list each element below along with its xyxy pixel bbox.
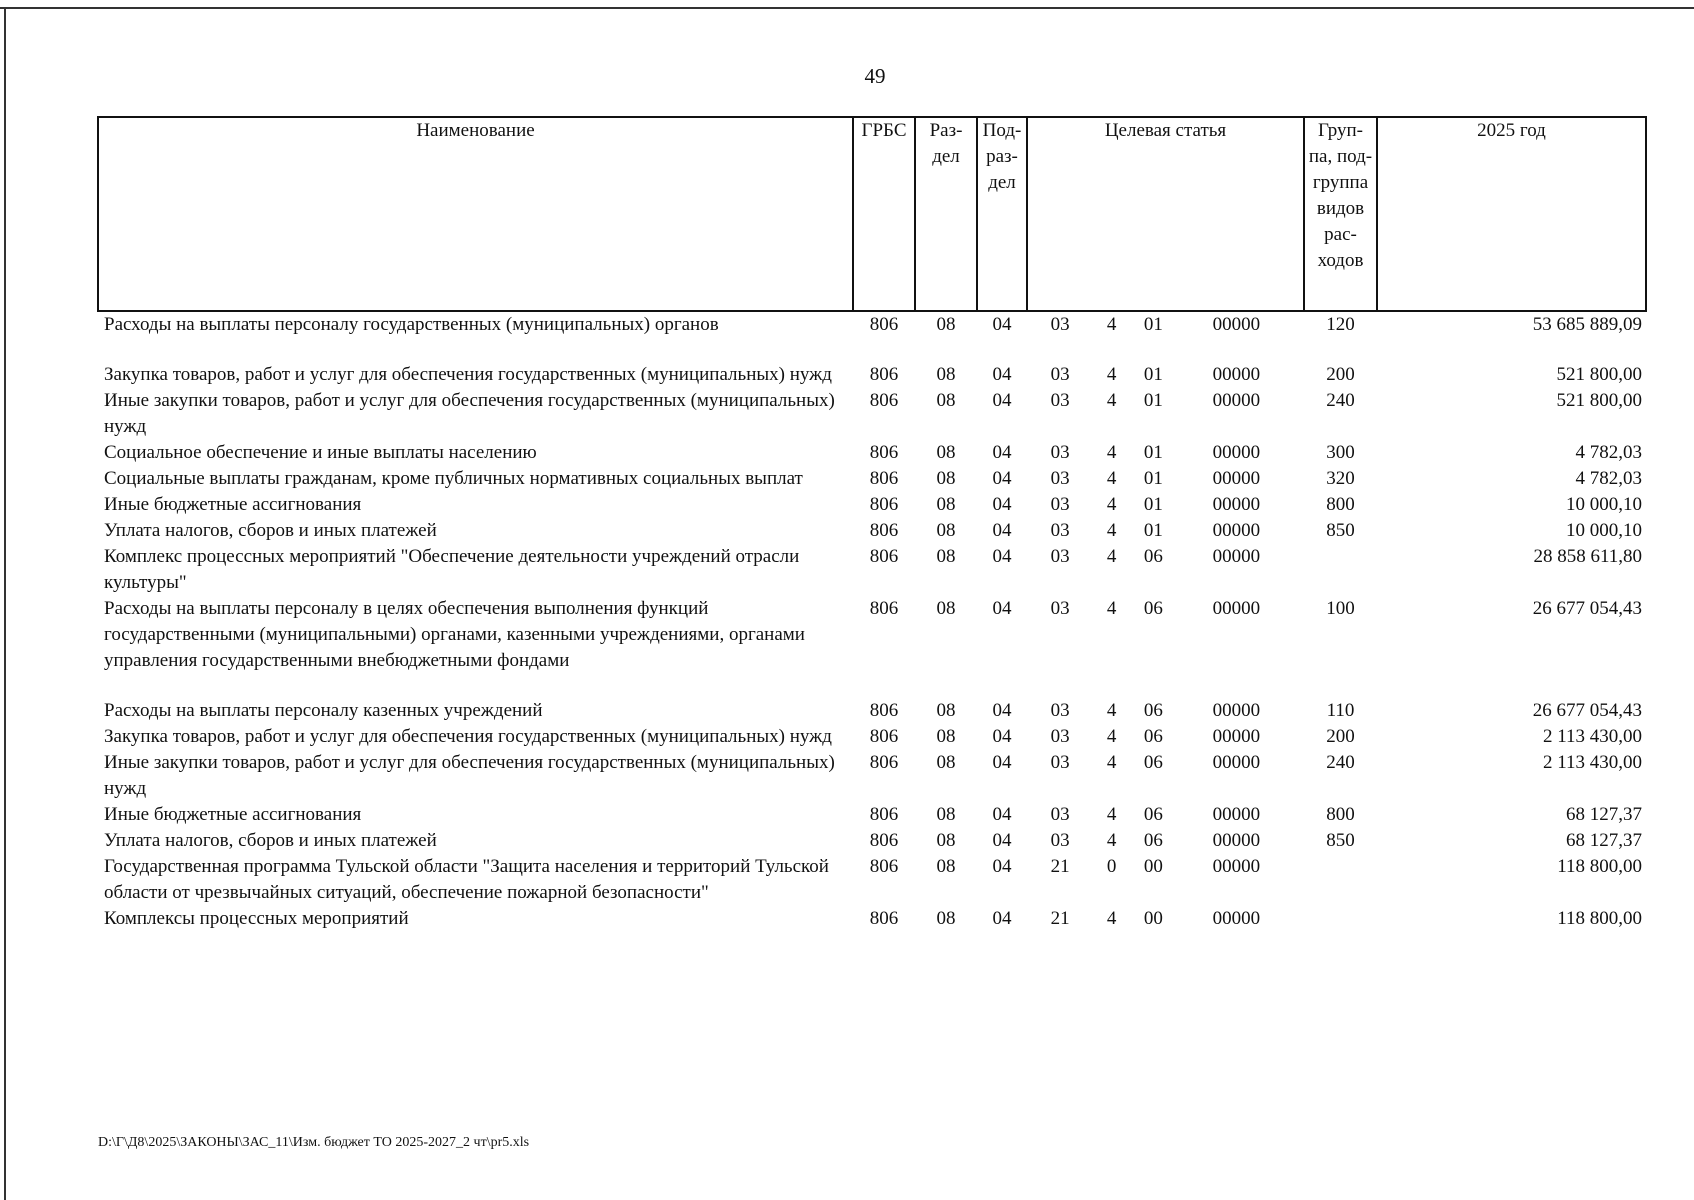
row-target-article (1027, 906, 1304, 932)
row-target-article (1027, 828, 1304, 854)
row-podrazdel: 04 (992, 468, 1012, 489)
scan-border-left (4, 8, 6, 1200)
row-podrazdel: 04 (992, 546, 1012, 567)
row-ts-type: 4 (1106, 390, 1117, 411)
table-row (98, 440, 1646, 466)
row-podrazdel: 04 (992, 494, 1012, 515)
row-ts-type: 4 (1106, 520, 1117, 541)
row-name: Государственная программа Тульской области "Защита населения и территорий Тульской области от чрезвычайных ситуаций, обеспечение пожарной безопасности" (104, 856, 829, 903)
row-ts-program: 03 (1050, 468, 1070, 489)
row-ts-type: 4 (1106, 314, 1117, 335)
row-ts-type: 4 (1106, 752, 1117, 773)
row-name: Иные бюджетные ассигнования (104, 494, 362, 515)
row-razdel: 08 (936, 700, 956, 721)
row-name: Расходы на выплаты персоналу казенных учреждений (104, 700, 543, 721)
row-ts-direction: 00000 (1212, 856, 1261, 877)
file-path-footer: D:\Г\Д8\2025\ЗАКОНЫ\ЗАС_11\Изм. бюджет ТО 2025-2027_2 чт\pr5.xls (98, 1135, 530, 1150)
row-podrazdel: 04 (992, 364, 1012, 385)
table-row (98, 362, 1646, 388)
row-amount: 53 685 889,09 (1532, 314, 1642, 335)
row-ts-direction: 00000 (1212, 546, 1261, 567)
row-ts-direction: 00000 (1212, 520, 1261, 541)
row-expense-group: 850 (1326, 520, 1355, 541)
row-expense-group: 100 (1326, 598, 1355, 619)
row-razdel: 08 (936, 726, 956, 747)
row-ts-type: 4 (1106, 546, 1117, 567)
row-amount: 4 782,03 (1575, 468, 1642, 489)
row-grbs: 806 (869, 468, 899, 489)
header-razdel: Раз- дел (915, 117, 977, 311)
row-razdel: 08 (936, 494, 956, 515)
row-ts-type: 4 (1106, 494, 1117, 515)
row-name: Комплекс процессных мероприятий "Обеспечение деятельности учреждений отрасли культуры" (104, 546, 800, 593)
row-amount: 521 800,00 (1556, 364, 1642, 385)
row-amount: 68 127,37 (1566, 804, 1642, 825)
header-expense-group: Груп- па, под- группа видов рас- ходов (1304, 117, 1377, 311)
table-row (98, 698, 1646, 724)
row-expense-group: 300 (1326, 442, 1355, 463)
row-ts-direction: 00000 (1212, 494, 1261, 515)
row-ts-direction: 00000 (1212, 598, 1261, 619)
table-row (98, 906, 1646, 932)
row-ts-structural: 06 (1143, 830, 1163, 851)
row-ts-type: 4 (1106, 830, 1117, 851)
row-expense-group: 240 (1326, 752, 1355, 773)
row-spacer (98, 338, 1646, 362)
row-target-article (1027, 544, 1304, 596)
row-amount: 10 000,10 (1566, 494, 1642, 515)
row-podrazdel: 04 (992, 390, 1012, 411)
row-expense-group (1304, 906, 1377, 932)
row-razdel: 08 (936, 442, 956, 463)
row-amount: 521 800,00 (1556, 390, 1642, 411)
row-amount: 26 677 054,43 (1532, 700, 1642, 721)
row-ts-type: 4 (1106, 908, 1117, 929)
row-razdel: 08 (936, 468, 956, 489)
row-ts-program: 03 (1050, 598, 1070, 619)
row-name: Закупка товаров, работ и услуг для обеспечения государственных (муниципальных) нужд (104, 364, 832, 385)
row-ts-structural: 01 (1143, 364, 1163, 385)
row-ts-type: 4 (1106, 468, 1117, 489)
row-target-article (1027, 724, 1304, 750)
row-ts-structural: 06 (1143, 726, 1163, 747)
row-ts-direction: 00000 (1212, 830, 1261, 851)
row-ts-structural: 06 (1143, 700, 1163, 721)
row-razdel: 08 (936, 804, 956, 825)
row-grbs: 806 (869, 442, 899, 463)
row-grbs: 806 (869, 804, 899, 825)
row-ts-type: 4 (1106, 442, 1117, 463)
table-row (98, 750, 1646, 802)
row-name: Уплата налогов, сборов и иных платежей (104, 830, 437, 851)
row-ts-type: 4 (1106, 598, 1117, 619)
row-grbs: 806 (869, 700, 899, 721)
row-name: Расходы на выплаты персоналу государственных (муниципальных) органов (104, 314, 719, 335)
row-amount: 118 800,00 (1557, 908, 1642, 929)
header-year: 2025 год (1377, 117, 1646, 311)
header-name: Наименование (98, 117, 853, 311)
row-expense-group: 110 (1326, 700, 1355, 721)
row-grbs: 806 (869, 598, 899, 619)
row-ts-structural: 01 (1143, 442, 1163, 463)
table-row (98, 388, 1646, 440)
row-podrazdel: 04 (992, 804, 1012, 825)
row-podrazdel: 04 (992, 700, 1012, 721)
row-amount: 26 677 054,43 (1532, 598, 1642, 619)
row-ts-direction: 00000 (1212, 314, 1261, 335)
table-row (98, 828, 1646, 854)
row-ts-type: 4 (1106, 726, 1117, 747)
row-expense-group: 200 (1326, 726, 1355, 747)
row-grbs: 806 (869, 494, 899, 515)
row-expense-group: 120 (1326, 314, 1355, 335)
row-amount: 118 800,00 (1557, 856, 1642, 877)
row-grbs: 806 (869, 726, 899, 747)
row-podrazdel: 04 (992, 442, 1012, 463)
row-ts-program: 21 (1050, 856, 1070, 877)
table-header (98, 117, 1646, 311)
header-podrazdel: Под- раз- дел (977, 117, 1027, 311)
row-grbs: 806 (869, 830, 899, 851)
row-name: Иные бюджетные ассигнования (104, 804, 362, 825)
row-ts-program: 03 (1050, 494, 1070, 515)
row-amount: 2 113 430,00 (1542, 726, 1642, 747)
row-name: Социальное обеспечение и иные выплаты населению (104, 442, 537, 463)
row-ts-direction: 00000 (1212, 390, 1261, 411)
row-amount: 68 127,37 (1566, 830, 1642, 851)
row-target-article (1027, 311, 1304, 338)
table-row (98, 492, 1646, 518)
row-ts-program: 03 (1050, 804, 1070, 825)
table-row (98, 466, 1646, 492)
row-expense-group: 800 (1326, 804, 1355, 825)
row-ts-direction: 00000 (1212, 908, 1261, 929)
row-ts-structural: 06 (1143, 752, 1163, 773)
row-amount: 2 113 430,00 (1542, 752, 1642, 773)
row-grbs: 806 (869, 390, 899, 411)
header-grbs: ГРБС (853, 117, 915, 311)
row-spacer (98, 674, 1646, 698)
row-razdel: 08 (936, 520, 956, 541)
row-expense-group: 320 (1326, 468, 1355, 489)
row-ts-direction: 00000 (1212, 468, 1261, 489)
row-ts-structural: 00 (1143, 856, 1163, 877)
row-ts-direction: 00000 (1212, 442, 1261, 463)
row-podrazdel: 04 (992, 598, 1012, 619)
row-expense-group (1304, 854, 1377, 906)
row-ts-structural: 01 (1143, 314, 1163, 335)
row-target-article (1027, 362, 1304, 388)
row-razdel: 08 (936, 598, 956, 619)
row-target-article (1027, 466, 1304, 492)
row-target-article (1027, 492, 1304, 518)
row-name: Иные закупки товаров, работ и услуг для обеспечения государственных (муниципальных) нужд (104, 390, 835, 437)
table-row (98, 518, 1646, 544)
row-ts-program: 03 (1050, 364, 1070, 385)
row-ts-type: 0 (1106, 856, 1117, 877)
row-ts-program: 03 (1050, 546, 1070, 567)
header-target-article: Целевая статья (1027, 117, 1304, 311)
row-ts-program: 03 (1050, 390, 1070, 411)
row-razdel: 08 (936, 856, 956, 877)
row-ts-structural: 01 (1143, 520, 1163, 541)
row-amount: 4 782,03 (1575, 442, 1642, 463)
table-row (98, 802, 1646, 828)
row-target-article (1027, 440, 1304, 466)
row-ts-structural: 00 (1143, 908, 1163, 929)
table-row (98, 596, 1646, 674)
row-ts-type: 4 (1106, 804, 1117, 825)
row-razdel: 08 (936, 546, 956, 567)
budget-table (97, 116, 1647, 932)
row-grbs: 806 (869, 752, 899, 773)
row-ts-structural: 06 (1143, 546, 1163, 567)
row-ts-program: 03 (1050, 726, 1070, 747)
row-ts-program: 03 (1050, 442, 1070, 463)
row-name: Закупка товаров, работ и услуг для обеспечения государственных (муниципальных) нужд (104, 726, 832, 747)
table-body (98, 311, 1646, 932)
row-podrazdel: 04 (992, 520, 1012, 541)
row-grbs: 806 (869, 546, 899, 567)
row-ts-structural: 06 (1143, 804, 1163, 825)
row-ts-direction: 00000 (1212, 700, 1261, 721)
row-target-article (1027, 802, 1304, 828)
row-ts-program: 03 (1050, 700, 1070, 721)
row-expense-group: 800 (1326, 494, 1355, 515)
row-ts-program: 03 (1050, 314, 1070, 335)
row-expense-group: 850 (1326, 830, 1355, 851)
row-expense-group: 200 (1326, 364, 1355, 385)
table-row (98, 854, 1646, 906)
row-ts-structural: 01 (1143, 494, 1163, 515)
row-razdel: 08 (936, 908, 956, 929)
row-expense-group (1304, 544, 1377, 596)
row-target-article (1027, 388, 1304, 440)
scan-border-top (0, 7, 1694, 9)
row-target-article (1027, 698, 1304, 724)
row-razdel: 08 (936, 314, 956, 335)
row-ts-type: 4 (1106, 700, 1117, 721)
row-grbs: 806 (869, 364, 899, 385)
row-podrazdel: 04 (992, 856, 1012, 877)
row-podrazdel: 04 (992, 908, 1012, 929)
row-amount: 10 000,10 (1566, 520, 1642, 541)
row-ts-program: 03 (1050, 520, 1070, 541)
row-name: Уплата налогов, сборов и иных платежей (104, 520, 437, 541)
row-name: Расходы на выплаты персоналу в целях обеспечения выполнения функций государственными (муниципальными) органами, казенными учреждениями, органами управления государственными внебюджетными фондами (104, 598, 805, 671)
row-target-article (1027, 518, 1304, 544)
row-name: Социальные выплаты гражданам, кроме публичных нормативных социальных выплат (104, 468, 803, 489)
table-row (98, 724, 1646, 750)
row-ts-structural: 06 (1143, 598, 1163, 619)
row-grbs: 806 (869, 520, 899, 541)
page-number: 49 (864, 64, 886, 88)
row-razdel: 08 (936, 390, 956, 411)
table-row (98, 544, 1646, 596)
row-name: Комплексы процессных мероприятий (104, 908, 409, 929)
row-name: Иные закупки товаров, работ и услуг для обеспечения государственных (муниципальных) нужд (104, 752, 835, 799)
row-grbs: 806 (869, 856, 899, 877)
row-ts-direction: 00000 (1212, 364, 1261, 385)
row-ts-structural: 01 (1143, 468, 1163, 489)
row-razdel: 08 (936, 752, 956, 773)
row-target-article (1027, 854, 1304, 906)
row-ts-structural: 01 (1143, 390, 1163, 411)
row-razdel: 08 (936, 364, 956, 385)
row-razdel: 08 (936, 830, 956, 851)
row-grbs: 806 (869, 314, 899, 335)
row-ts-direction: 00000 (1212, 804, 1261, 825)
row-ts-program: 03 (1050, 830, 1070, 851)
row-target-article (1027, 596, 1304, 674)
row-grbs: 806 (869, 908, 899, 929)
row-podrazdel: 04 (992, 726, 1012, 747)
table-row (98, 311, 1646, 338)
row-expense-group: 240 (1326, 390, 1355, 411)
row-podrazdel: 04 (992, 830, 1012, 851)
row-ts-type: 4 (1106, 364, 1117, 385)
row-podrazdel: 04 (992, 314, 1012, 335)
row-podrazdel: 04 (992, 752, 1012, 773)
row-target-article (1027, 750, 1304, 802)
row-ts-direction: 00000 (1212, 726, 1261, 747)
row-ts-program: 21 (1050, 908, 1070, 929)
row-ts-program: 03 (1050, 752, 1070, 773)
row-amount: 28 858 611,80 (1533, 546, 1642, 567)
row-ts-direction: 00000 (1212, 752, 1261, 773)
